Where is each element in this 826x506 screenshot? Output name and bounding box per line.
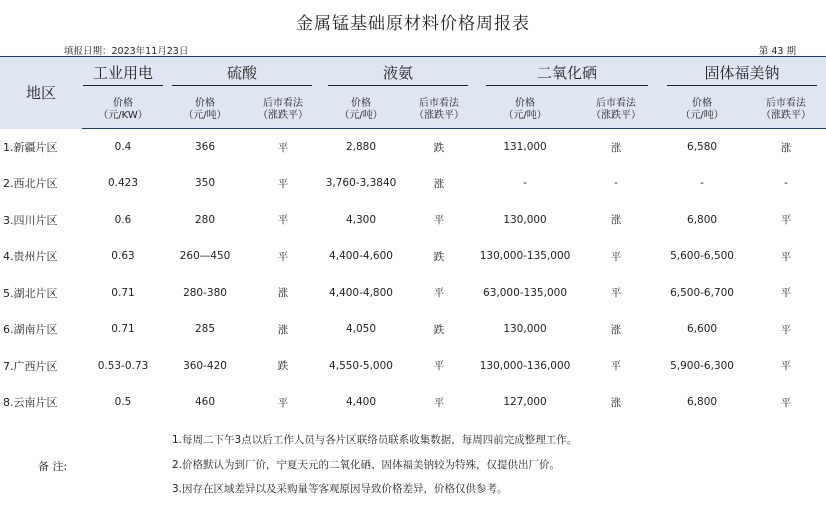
table-row [0,238,826,275]
report-title: 金属锰基础原材料价格周报表 [296,14,530,34]
selenium-outlook: 涨 [610,396,622,409]
issue-number: 第 43 期 [758,46,796,57]
table-row [0,129,826,166]
sub-header-price: 价格 （元/吨） [658,93,746,129]
fumei-price: 6,580 [687,141,718,153]
ammonia-outlook: 跌 [433,250,445,263]
fumei-price: 5,900-6,300 [670,359,734,372]
sub-header-outlook: 后市看法 （涨跌平） [246,93,320,129]
note-item: 2.价格默认为到厂价，宁夏天元的二氧化硒、固体福美钠较为特殊，仅提供出厂价。 [172,458,561,471]
table-row [0,202,826,239]
selenium-price: 131,000 [503,141,547,153]
group-header-sulfuric-acid: 硫酸 [164,57,320,93]
electricity-price: 0.5 [114,396,132,409]
fumei-price: 6,800 [687,213,718,226]
fumei-price: 5,600-6,500 [670,250,734,263]
acid-outlook: 平 [277,214,289,227]
ammonia-price: 3,760-3,3840 [325,177,397,190]
ammonia-price: 2,880 [345,141,377,153]
table-row [0,165,826,202]
sub-header-price: 价格 （元/吨） [320,93,402,129]
price-table [0,56,826,421]
fumei-price: 6,600 [687,323,718,336]
electricity-price: 0.4 [114,141,132,153]
sub-header-outlook: 后市看法 （涨跌平） [574,93,658,129]
acid-price: 350 [194,177,216,190]
acid-outlook: 平 [277,396,289,409]
sub-header-outlook: 后市看法 （涨跌平） [746,93,826,129]
selenium-price: 130,000 [503,213,547,226]
sub-header-price: 价格 （元/KW） [82,93,164,129]
fumei-price: 6,800 [687,396,718,409]
electricity-price: 0.53-0.73 [97,359,149,372]
group-header-sodium-dithiocarbamate: 固体福美钠 [658,57,826,93]
group-header-liquid-ammonia: 液氨 [320,57,476,93]
acid-price: 460 [194,396,216,409]
region-name: 7.广西片区 [3,359,58,373]
selenium-price: 130,000-135,000 [479,250,571,263]
fumei-outlook: 平 [780,214,792,227]
sub-header-price: 价格 （元/吨） [476,93,574,129]
electricity-price: 0.423 [107,177,139,190]
ammonia-price: 4,400 [345,396,377,409]
acid-outlook: 涨 [277,323,289,336]
fumei-outlook: 平 [780,287,792,300]
electricity-price: 0.6 [114,213,132,226]
selenium-outlook: - [614,177,618,190]
table-row [0,275,826,312]
region-name: 3.四川片区 [3,213,58,227]
fumei-outlook: 平 [780,323,792,336]
fumei-outlook: 平 [780,360,792,373]
acid-outlook: 跌 [277,360,289,373]
ammonia-outlook: 跌 [433,141,445,154]
selenium-price: - [523,177,527,190]
fumei-outlook: 平 [780,396,792,409]
table-row [0,384,826,421]
acid-price: 360-420 [183,359,227,372]
notes-list [172,432,577,506]
fumei-outlook: 涨 [780,141,792,154]
table-row [0,311,826,348]
selenium-price: 130,000 [503,323,547,336]
ammonia-outlook: 涨 [433,177,445,190]
ammonia-price: 4,400-4,800 [329,286,393,299]
acid-outlook: 平 [277,250,289,263]
selenium-outlook: 平 [610,287,622,300]
region-name: 4.贵州片区 [3,250,58,264]
group-header-electricity: 工业用电 [82,57,164,93]
sub-header-price: 价格 （元/吨） [164,93,246,129]
region-name: 2.西北片区 [3,177,58,191]
note-item: 1.每周二下午3点以后工作人员与各片区联络员联系收集数据，每周四前完成整理工作。 [172,434,578,446]
fill-date: 填报日期：2023年11月23日 [64,46,189,57]
selenium-price: 63,000-135,000 [483,286,567,299]
ammonia-outlook: 平 [433,287,445,300]
header-row-groups [0,57,826,93]
note-item: 3.因存在区域差异以及采购量等客观原因导致价格差异，价格仅供参考。 [172,483,508,495]
region-name: 6.湖南片区 [3,323,58,337]
electricity-price: 0.71 [111,323,135,336]
ammonia-outlook: 平 [433,360,445,373]
region-header: 地区 [0,57,82,129]
notes-label: 备 注: [38,460,68,473]
selenium-outlook: 涨 [610,214,622,227]
region-name: 5.湖北片区 [3,286,58,300]
selenium-outlook: 平 [610,250,622,263]
region-name: 8.云南片区 [3,396,58,410]
ammonia-outlook: 平 [433,396,445,409]
acid-price: 280 [194,213,216,226]
ammonia-price: 4,550-5,000 [329,359,393,372]
selenium-price: 130,000-136,000 [479,359,571,372]
acid-price: 285 [194,323,216,336]
electricity-price: 0.63 [111,250,135,263]
group-header-selenium-dioxide: 二氧化硒 [476,57,658,93]
fumei-outlook: - [784,177,788,190]
ammonia-price: 4,300 [345,213,377,226]
acid-price: 366 [194,141,216,153]
ammonia-outlook: 平 [433,214,445,227]
ammonia-outlook: 跌 [433,323,445,336]
selenium-outlook: 涨 [610,141,622,154]
selenium-outlook: 涨 [610,323,622,336]
ammonia-price: 4,400-4,600 [329,250,393,263]
ammonia-price: 4,050 [345,323,377,336]
electricity-price: 0.71 [111,286,135,299]
header-row-sub [0,93,826,129]
region-name: 1.新疆片区 [3,140,58,154]
fumei-price: 6,500-6,700 [670,286,734,299]
acid-price: 280-380 [183,286,227,299]
selenium-outlook: 平 [610,360,622,373]
table-row [0,348,826,385]
selenium-price: 127,000 [503,396,547,409]
acid-outlook: 平 [277,141,289,154]
fumei-outlook: 平 [780,250,792,263]
acid-outlook: 平 [277,177,289,190]
acid-outlook: 涨 [277,287,289,300]
fumei-price: - [700,177,704,190]
sub-header-outlook: 后市看法 （涨跌平） [402,93,476,129]
acid-price: 260—450 [179,250,231,263]
